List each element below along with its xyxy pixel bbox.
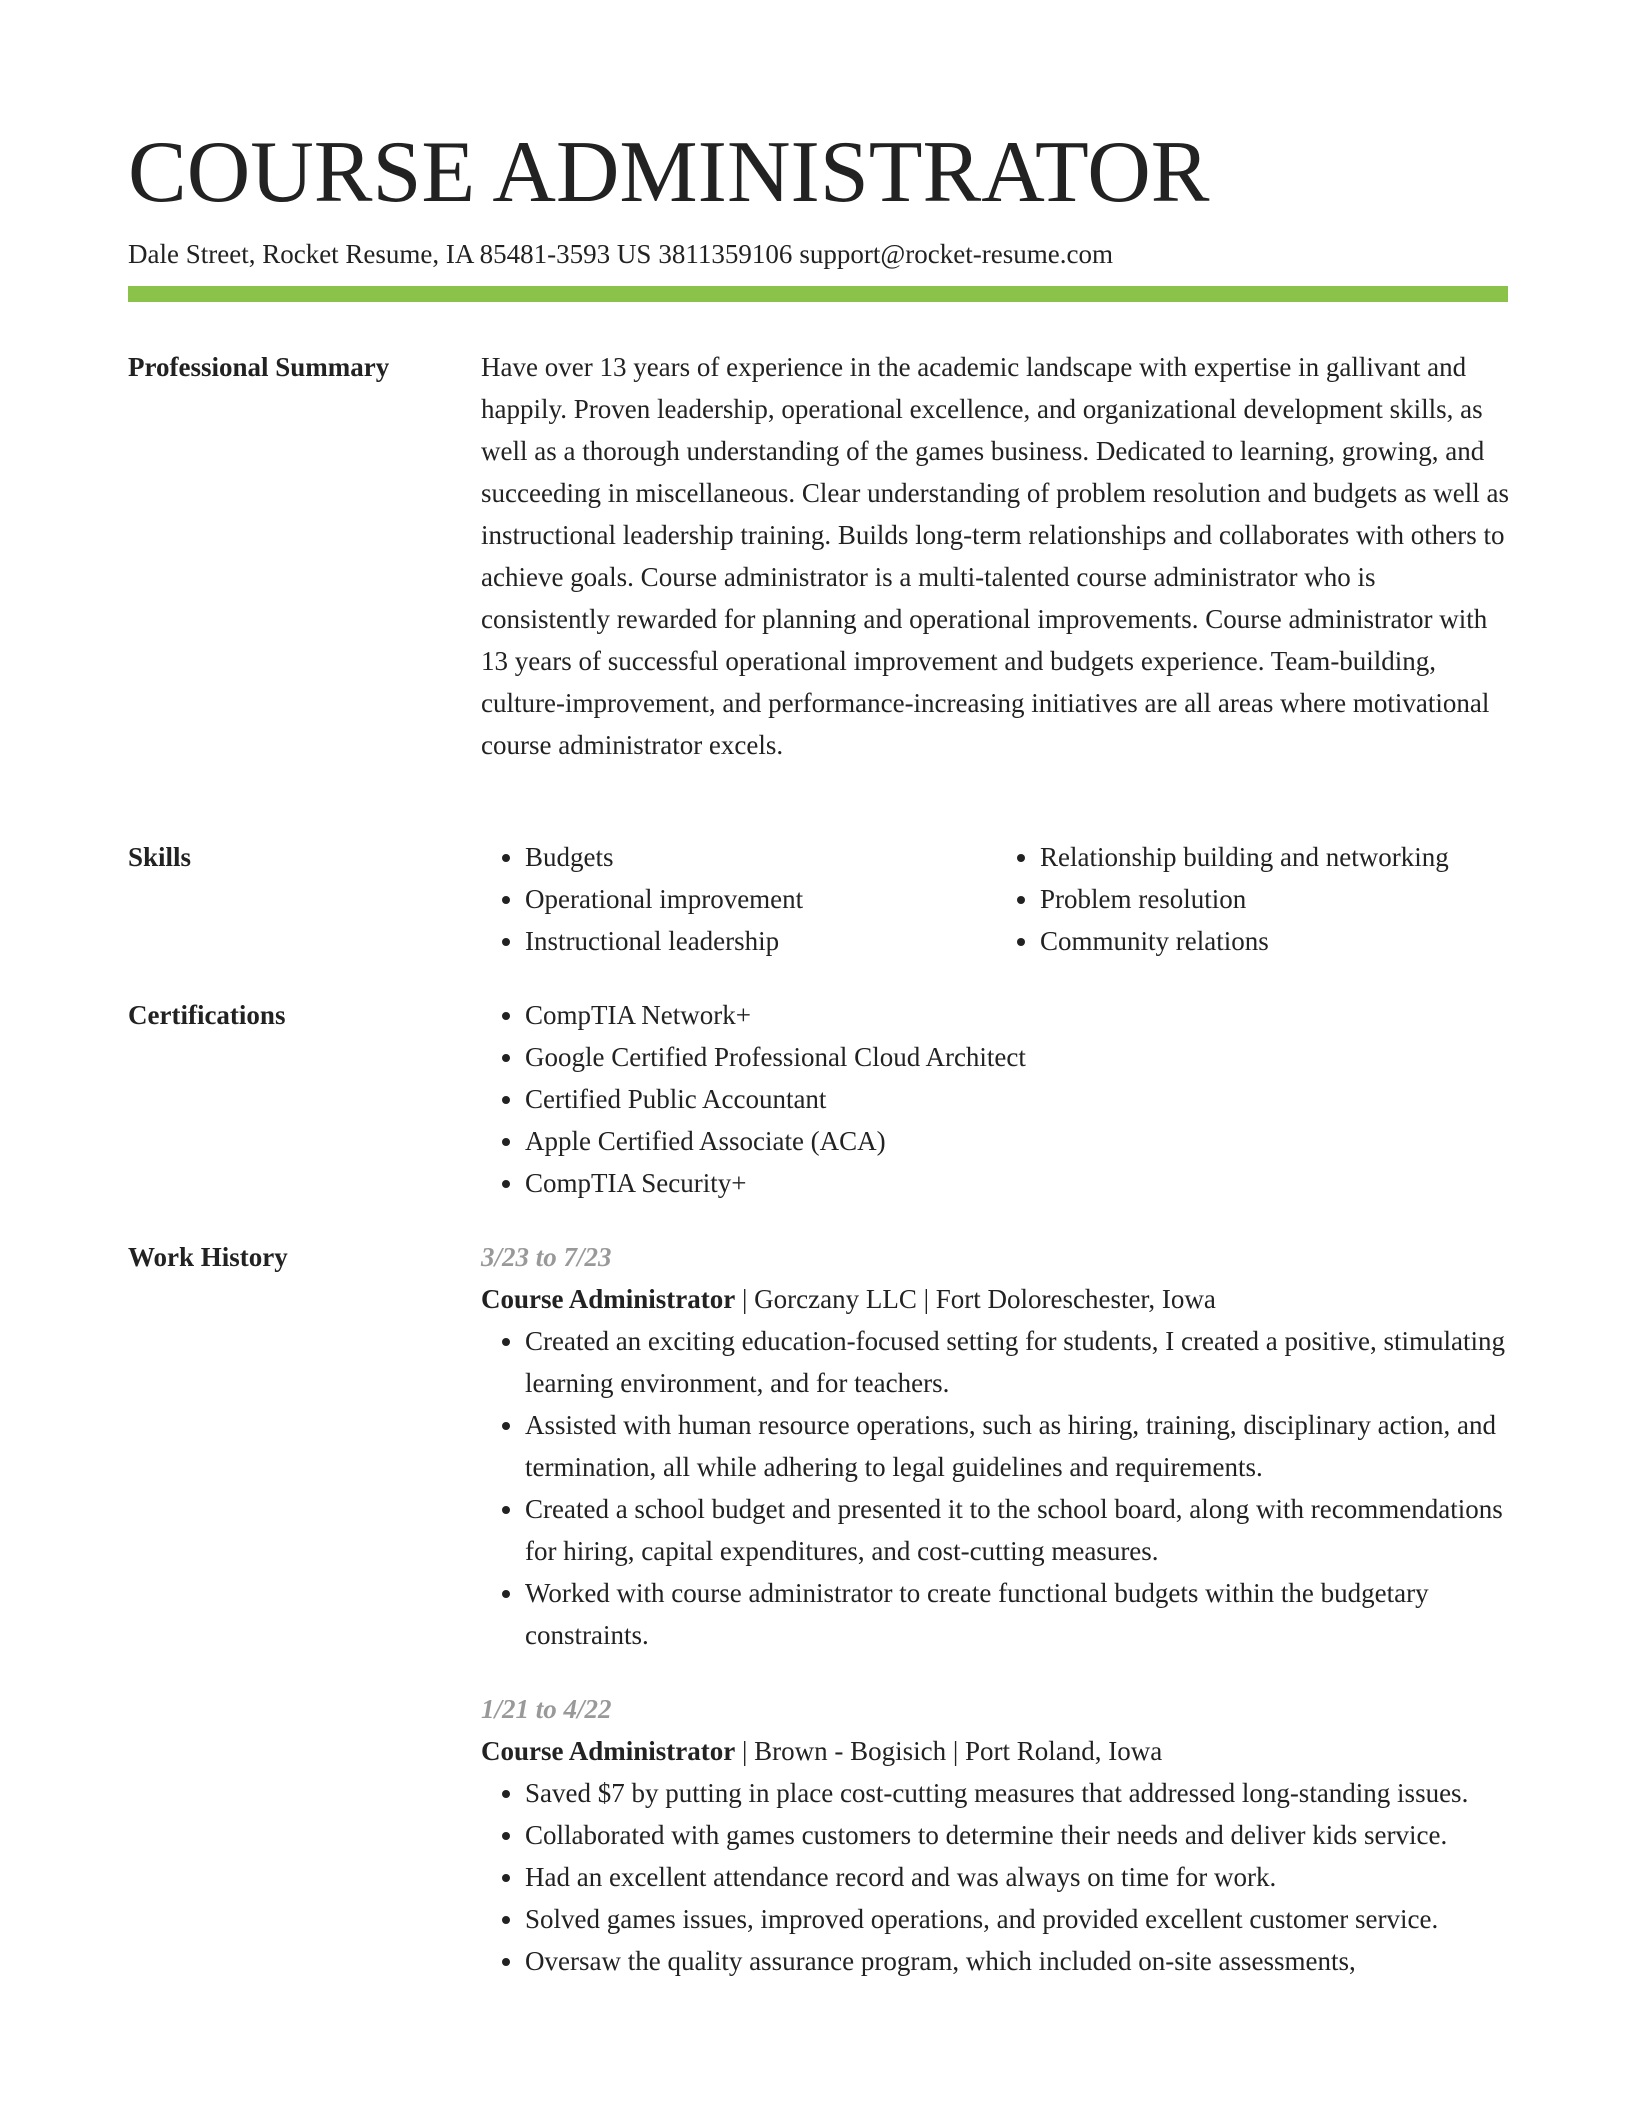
section-label-certifications: Certifications (128, 1000, 286, 1030)
accent-divider (128, 286, 1508, 302)
contact-line (128, 236, 1508, 272)
list-item: • CompTIA Security+ (525, 1162, 1511, 1204)
contact-email[interactable]: support@rocket-resume.com (799, 239, 1113, 269)
page-title: COURSE ADMINISTRATOR (128, 124, 1210, 221)
job-role: Course Administrator (481, 1284, 736, 1314)
list-item: • Created an exciting education-focused setting for students, I created a positive, stimulating learning environment, and for teachers. (525, 1320, 1511, 1404)
job-bullets (481, 1320, 1511, 1656)
summary-text: Have over 13 years of experience in the academic landscape with expertise in gallivant and happily. Proven leadership, operational excellence, and organizational development skills, as well as a thorough understanding of the games business. Dedicated to learning, growing, and succeeding in miscellaneous. Clear understanding of problem resolution and budgets as well as instructional leadership training. Builds long-term relationships and collaborates with others to achieve goals. Course administrator is a multi-talented course administrator who is consistently rewarded for planning and operational improvements. Course administrator with 13 years of successful operational improvement and budgets experience. Team-building, culture-improvement, and performance-increasing initiatives are all areas where motivational course administrator excels. (481, 352, 1509, 760)
job-title-line (481, 1278, 1511, 1320)
section-label-summary: Professional Summary (128, 352, 390, 382)
section-label-skills: Skills (128, 842, 192, 872)
summary-body (481, 346, 1511, 766)
list-item: • Had an excellent attendance record and was always on time for work. (525, 1856, 1511, 1898)
job-dates: 1/21 to 4/22 (481, 1694, 612, 1724)
list-item: • Operational improvement (525, 878, 996, 920)
job-title-line (481, 1730, 1511, 1772)
list-item: • Budgets (525, 836, 996, 878)
job-bullets (481, 1772, 1511, 1982)
list-item: • Google Certified Professional Cloud Architect (525, 1036, 1511, 1078)
list-item: • Instructional leadership (525, 920, 996, 962)
skills-list-right (996, 836, 1511, 962)
list-item: • Apple Certified Associate (ACA) (525, 1120, 1511, 1162)
skills-body (481, 836, 1511, 962)
list-item: • Relationship building and networking (1040, 836, 1511, 878)
skills-columns (481, 836, 1511, 962)
list-item: • Collaborated with games customers to determine their needs and deliver kids service. (525, 1814, 1511, 1856)
work-history-body (481, 1236, 1511, 1982)
list-item: • Certified Public Accountant (525, 1078, 1511, 1120)
job-role: Course Administrator (481, 1736, 736, 1766)
job-entry (481, 1236, 1511, 1656)
list-item: • Assisted with human resource operations, such as hiring, training, disciplinary action, and termination, all while adhering to legal guidelines and requirements. (525, 1404, 1511, 1488)
list-item: • CompTIA Network+ (525, 994, 1511, 1036)
list-item: • Solved games issues, improved operations, and provided excellent customer service. (525, 1898, 1511, 1940)
job-employer-location: | Brown - Bogisich | Port Roland, Iowa (735, 1736, 1163, 1766)
list-item: • Community relations (1040, 920, 1511, 962)
list-item: • Saved $7 by putting in place cost-cutting measures that addressed long-standing issues. (525, 1772, 1511, 1814)
skills-list-left (481, 836, 996, 962)
list-item: • Problem resolution (1040, 878, 1511, 920)
contact-phone: 3811359106 (658, 239, 793, 269)
resume-header (128, 118, 1508, 272)
list-item: • Oversaw the quality assurance program, which included on-site assessments, (525, 1940, 1511, 1982)
contact-address: Dale Street, Rocket Resume, IA 85481-3593 US (128, 239, 652, 269)
certifications-list (481, 994, 1511, 1204)
job-employer-location: | Gorczany LLC | Fort Doloreschester, Iowa (735, 1284, 1216, 1314)
section-label-work-history: Work History (128, 1242, 288, 1272)
job-entry (481, 1688, 1511, 1982)
list-item: • Worked with course administrator to create functional budgets within the budgetary constraints. (525, 1572, 1511, 1656)
certifications-body (481, 994, 1511, 1204)
list-item: • Created a school budget and presented it to the school board, along with recommendations for hiring, capital expenditures, and cost-cutting measures. (525, 1488, 1511, 1572)
job-dates: 3/23 to 7/23 (481, 1242, 612, 1272)
